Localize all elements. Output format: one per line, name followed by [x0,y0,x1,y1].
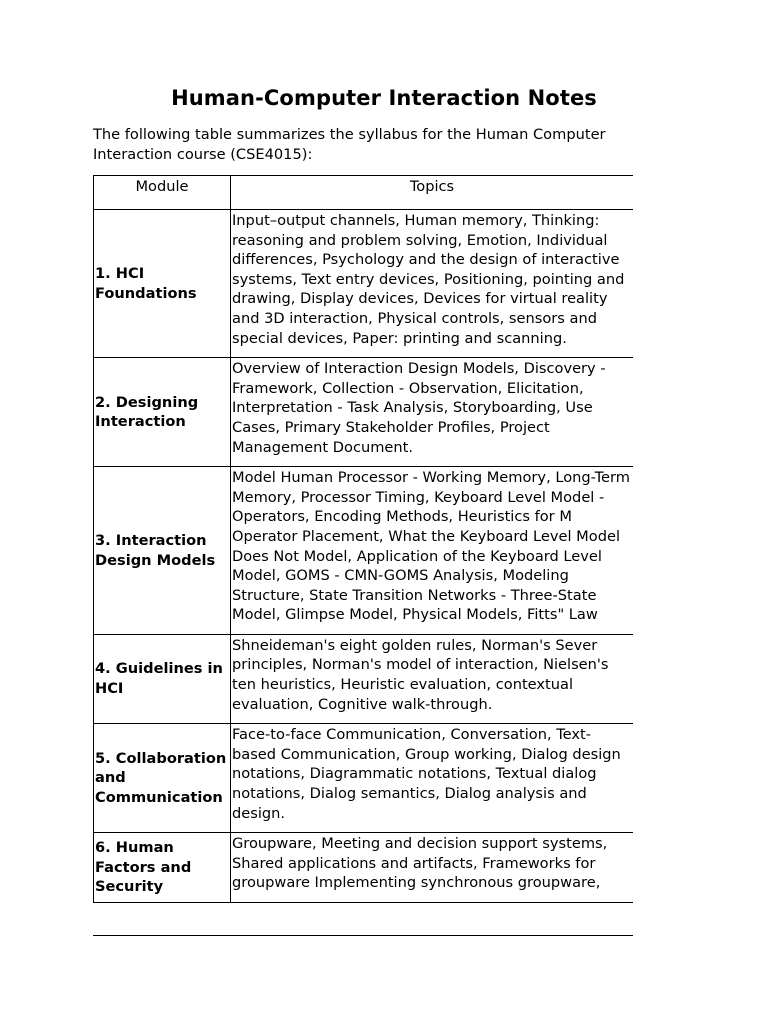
module-cell: 6. Human Factors and Security [94,833,231,903]
table-row [94,724,634,833]
topics-cell: Groupware, Meeting and decision support systems, Shared applications and artifacts, Frameworks for groupware Implementing synchronous groupware, [231,833,634,903]
topics-cell: Overview of Interaction Design Models, Discovery - Framework, Collection - Observation, Elicitation, Interpretation - Task Analysis, Storyboarding, Use Cases, Primary Stakeholder Profiles, Project Management Document. [231,358,634,467]
table-row [94,358,634,467]
topics-column-header: Topics [231,176,634,210]
table-row [94,467,634,635]
module-cell: 1. HCI Foundations [94,210,231,358]
module-cell: 5. Collaboration and Communication [94,724,231,833]
table-body [94,210,634,903]
topics-cell: Model Human Processor - Working Memory, Long-Term Memory, Processor Timing, Keyboard Level Model - Operators, Encoding Methods, Heuristics for M Operator Placement, What the Keyboard Level Model Does Not Model, Application of the Keyboard Level Model, GOMS - CMN-GOMS Analysis, Modeling Structure, State Transition Networks - Three-State Model, Glimpse Model, Physical Models, Fitts" Law [231,467,634,635]
topics-cell: Face-to-face Communication, Conversation, Text-based Communication, Group working, Dialog design notations, Diagrammatic notations, Textual dialog notations, Dialog semantics, Dialog analysis and design. [231,724,634,833]
intro-paragraph: The following table summarizes the syllabus for the Human Computer Interaction course (CSE4015): [93,126,606,163]
table-row [94,210,634,358]
module-cell: 3. Interaction Design Models [94,467,231,635]
topics-cell: Shneideman's eight golden rules, Norman's Sever principles, Norman's model of interaction, Nielsen's ten heuristics, Heuristic evaluation, contextual evaluation, Cognitive walk-through. [231,634,634,723]
module-cell: 4. Guidelines in HCI [94,634,231,723]
topics-cell: Input–output channels, Human memory, Thinking: reasoning and problem solving, Emotion, Individual differences, Psychology and the design of interactive systems, Text entry devices, Positioning, pointing and drawing, Display devices, Devices for virtual reality and 3D interaction, Physical controls, sensors and special devices, Paper: printing and scanning. [231,210,634,358]
module-cell: 2. Designing Interaction [94,358,231,467]
page-title: Human-Computer Interaction Notes [171,86,597,110]
syllabus-table-container [93,175,633,936]
module-column-header: Module [94,176,231,210]
table-header-row [94,176,634,210]
table-row [94,634,634,723]
table-row [94,833,634,903]
syllabus-table [93,175,633,903]
